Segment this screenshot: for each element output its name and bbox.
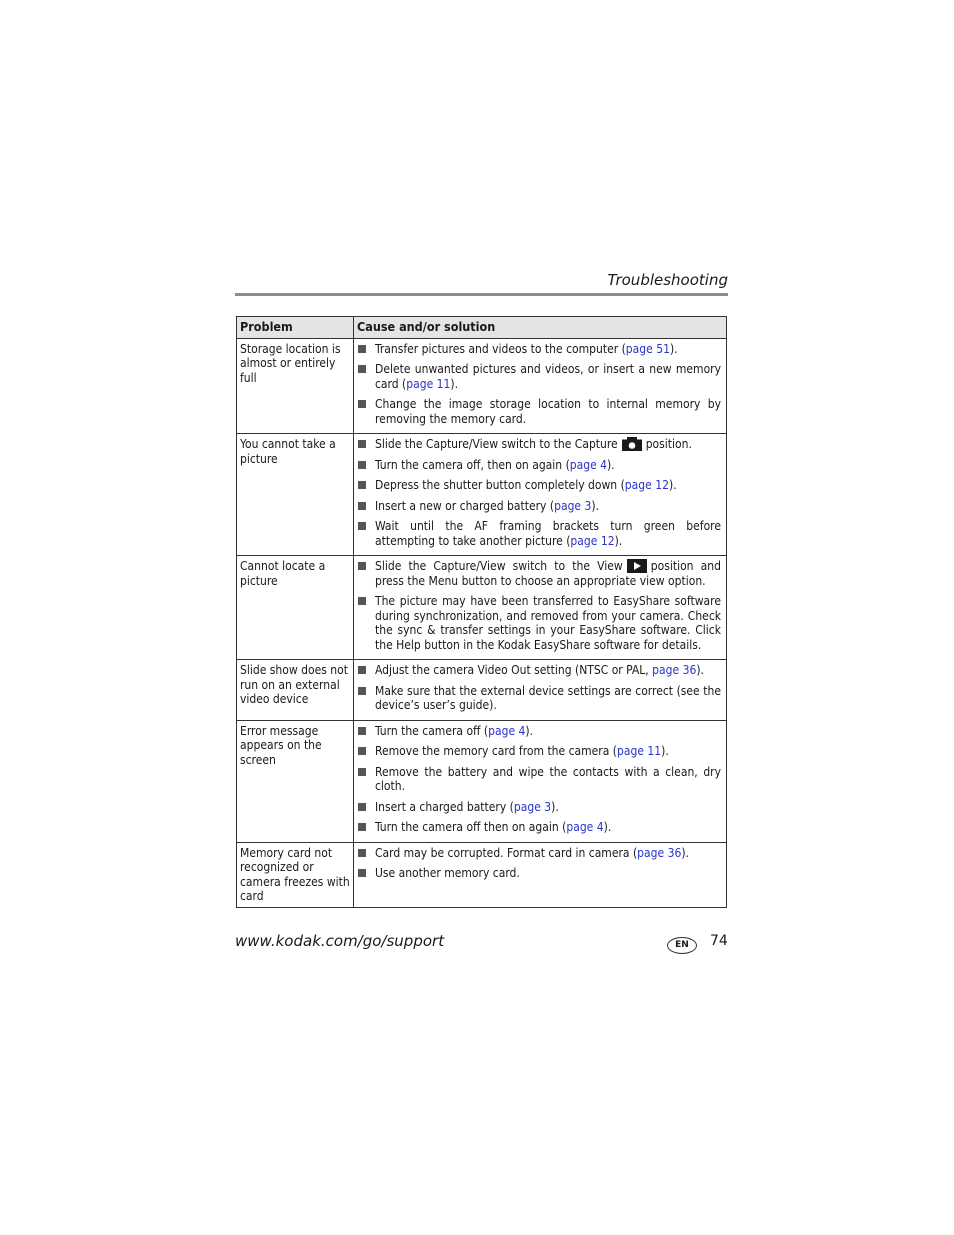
page-reference-link[interactable]: page 4	[488, 723, 526, 738]
solution-cell	[354, 660, 727, 721]
table-row	[237, 842, 727, 907]
page-reference-link[interactable]: page 11	[617, 744, 662, 758]
table-row	[237, 556, 727, 660]
problem-cell: Storage location is almost or entirely full	[237, 338, 354, 434]
solution-text-end: ).	[591, 498, 599, 513]
solution-text: Card may be corrupted. Format card in camera (	[375, 845, 638, 860]
solution-cell	[354, 720, 727, 842]
solution-text: Slide the Capture/View switch to the View	[375, 559, 623, 573]
solution-text: Use another memory card.	[375, 866, 520, 880]
solution-list	[356, 342, 721, 427]
solution-cell	[354, 338, 727, 434]
problem-cell: Error message appears on the screen	[237, 720, 354, 842]
problem-cell: Memory card not recognized or camera freezes with card	[237, 842, 354, 907]
page-reference-link[interactable]: page 36	[637, 845, 682, 860]
list-item	[356, 559, 721, 588]
table-body	[237, 338, 727, 907]
list-item	[356, 437, 721, 452]
page-reference-link[interactable]: page 51	[625, 341, 670, 356]
list-item	[356, 478, 721, 493]
solution-text: Remove the memory card from the camera (	[375, 744, 617, 758]
page-reference-link[interactable]: page 4	[569, 457, 608, 472]
section-title: Troubleshooting	[607, 271, 728, 289]
play-icon	[627, 559, 647, 573]
solution-cell	[354, 556, 727, 660]
page-reference-link[interactable]: page 3	[513, 799, 552, 814]
list-item	[356, 397, 721, 426]
page-reference-link[interactable]: page 12	[624, 478, 669, 492]
solution-cell	[354, 842, 727, 907]
page-reference-link[interactable]: page 4	[566, 820, 604, 834]
list-item	[356, 663, 721, 678]
list-item	[356, 458, 721, 473]
solution-text: Turn the camera off then on again (	[375, 820, 567, 834]
solution-text: Wait until the AF framing brackets turn green before attempting to take another picture (	[375, 519, 721, 548]
list-item	[356, 594, 721, 652]
solution-list	[356, 437, 721, 548]
solution-text-end: ).	[696, 663, 704, 677]
solution-cell	[354, 434, 727, 556]
support-url-link[interactable]: www.kodak.com/go/support	[235, 932, 445, 950]
list-item	[356, 724, 721, 739]
list-item	[356, 519, 721, 548]
table-row	[237, 434, 727, 556]
solution-text: Insert a charged battery (	[375, 799, 514, 814]
column-header-problem: Problem	[237, 317, 354, 339]
problem-cell: Slide show does not run on an external video device	[237, 660, 354, 721]
page-reference-link[interactable]: page 12	[570, 533, 615, 548]
list-item	[356, 684, 721, 713]
solution-list	[356, 846, 721, 881]
problem-cell: Cannot locate a picture	[237, 556, 354, 660]
header-rule	[235, 293, 728, 296]
solution-text-end: ).	[614, 533, 623, 548]
camera-icon	[622, 437, 642, 451]
solution-text: Remove the battery and wipe the contacts with a clean, dry cloth.	[375, 764, 721, 793]
solution-text: Transfer pictures and videos to the computer (	[375, 341, 626, 356]
page-reference-link[interactable]: page 36	[652, 663, 697, 677]
solution-text: Delete unwanted pictures and videos, or insert a new memory card (	[375, 362, 721, 391]
solution-text-end: ).	[450, 376, 459, 391]
solution-list	[356, 724, 721, 835]
solution-text: Change the image storage location to internal memory by removing the memory card.	[375, 397, 721, 426]
solution-text-end: ).	[551, 799, 559, 814]
table-row	[237, 338, 727, 434]
table-header-row	[237, 317, 727, 339]
table-row	[237, 720, 727, 842]
solution-text: Make sure that the external device settings are correct (see the device’s user’s guide).	[375, 683, 721, 712]
solution-text-end: ).	[607, 457, 615, 472]
list-item	[356, 800, 721, 815]
solution-text: Insert a new or charged battery (	[375, 498, 555, 513]
solution-text: Turn the camera off, then on again (	[375, 457, 570, 472]
list-item	[356, 744, 721, 759]
solution-text-end: ).	[668, 478, 677, 492]
list-item	[356, 846, 721, 861]
list-item	[356, 499, 721, 514]
language-badge: EN	[667, 937, 697, 954]
solution-text: Turn the camera off (	[375, 723, 489, 738]
solution-text-end: ).	[525, 723, 534, 738]
list-item	[356, 820, 721, 835]
solution-text-end: ).	[681, 845, 689, 860]
solution-text-end: position.	[645, 437, 692, 451]
solution-text-end: ).	[669, 341, 678, 356]
page-reference-link[interactable]: page 11	[406, 376, 451, 391]
list-item	[356, 342, 721, 357]
solution-text-end: ).	[661, 744, 669, 758]
troubleshooting-table	[236, 316, 727, 908]
solution-text: Adjust the camera Video Out setting (NTSC or PAL,	[375, 663, 653, 677]
list-item	[356, 866, 721, 881]
table-row	[237, 660, 727, 721]
list-item	[356, 362, 721, 391]
page-reference-link[interactable]: page 3	[554, 498, 592, 513]
column-header-solution: Cause and/or solution	[354, 317, 727, 339]
list-item	[356, 765, 721, 794]
solution-list	[356, 663, 721, 713]
solution-text-end: ).	[603, 820, 612, 834]
solution-list	[356, 559, 721, 652]
solution-text-end: position and press the Menu button to choose an appropriate view option.	[375, 559, 721, 588]
problem-cell: You cannot take a picture	[237, 434, 354, 556]
solution-text: The picture may have been transferred to EasyShare software during synchronization, and removed from your camera. Check the sync & transfer settings in your EasyShare software. Click the Help button in the Kodak EasyShare software for details.	[375, 594, 721, 652]
solution-text: Depress the shutter button completely down (	[375, 478, 625, 492]
page-number: 74	[710, 933, 728, 949]
solution-text: Slide the Capture/View switch to the Capture	[375, 437, 618, 451]
